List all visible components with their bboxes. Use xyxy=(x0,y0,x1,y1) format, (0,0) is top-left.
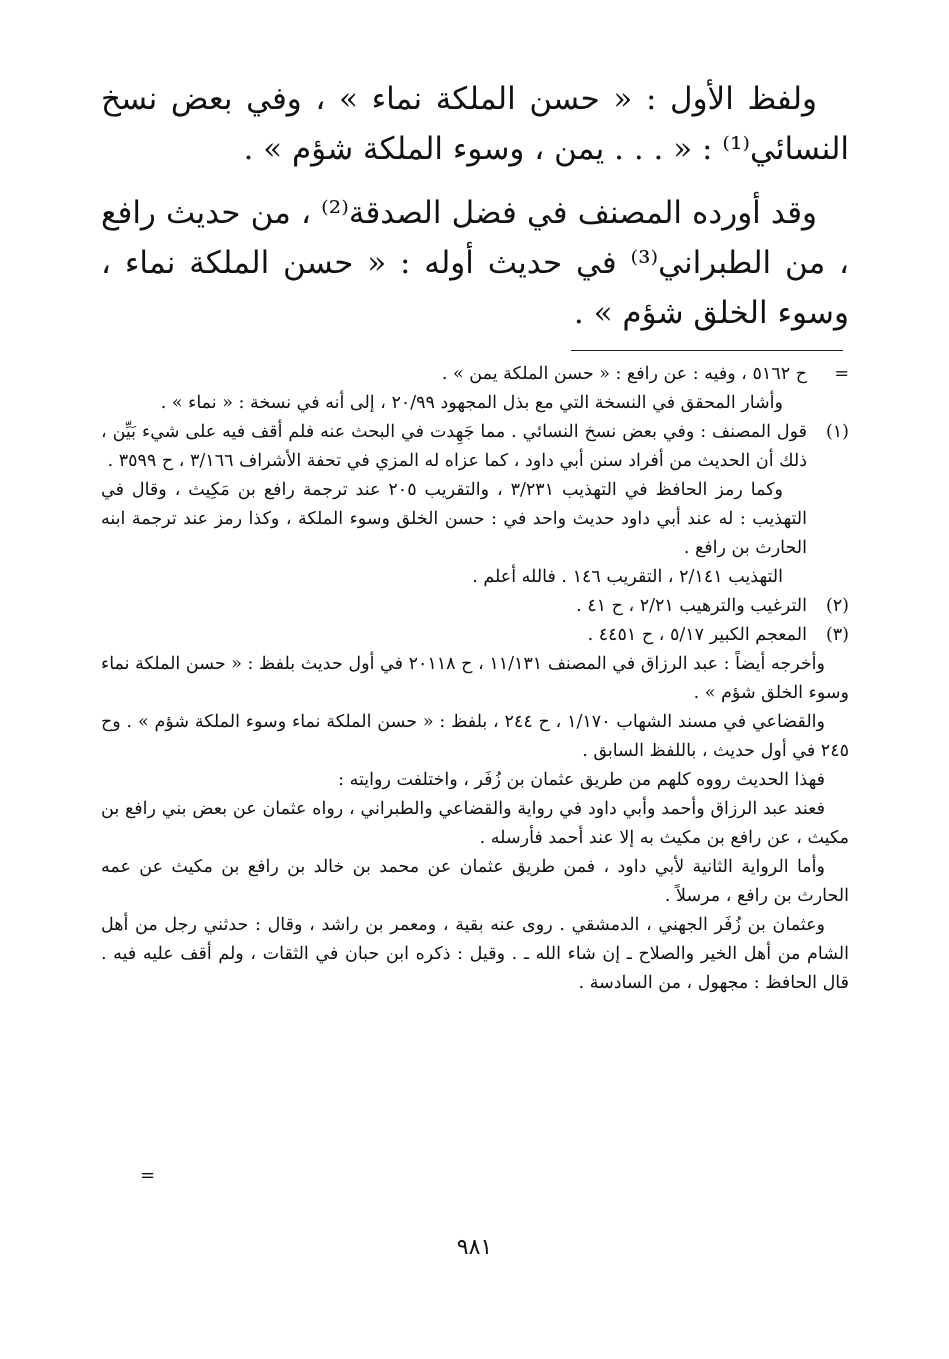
footnote-1-number: (١) xyxy=(825,422,849,442)
continuation-line-2: وأشار المحقق في النسخة التي مع بذل المجهود ٢٠/٩٩ ، إلى أنه في نسخة : « نماء » . xyxy=(160,393,783,413)
footnote-3-text: المعجم الكبير ٥/١٧ ، ح ٤٤٥١ . xyxy=(587,625,807,645)
footnote-3-number: (٣) xyxy=(825,625,849,645)
footnote-3-para-f: وعثمان بن زُفَر الجهني ، الدمشقي . روى عنه بقية ، ومعمر بن راشد ، وقال : حدثني رجل من أهل الشام من أهل الخير والصلاح ـ إن شاء الله ـ . وقيل : ذكره ابن حبان في الثقات ، ولم أقف عليه فيه . قال الحافظ : مجهول ، من السادسة . xyxy=(101,915,849,993)
main-text xyxy=(101,74,849,338)
footnote-3-para-c: فهذا الحديث رووه كلهم من طريق عثمان بن زُفَر ، واختلفت روايته : xyxy=(338,770,825,790)
footnote-2 xyxy=(101,592,849,621)
footnote-3-para-a: وأخرجه أيضاً : عبد الرزاق في المصنف ١١/١٣١ ، ح ٢٠١١٨ في أول حديث بلفظ : « حسن الملكة نماء وسوء الخلق شؤم » . xyxy=(101,654,849,703)
continuation-line-1: ح ٥١٦٢ ، وفيه : عن رافع : « حسن الملكة يمن » . xyxy=(441,364,807,384)
footnote-3-para-e: وأما الرواية الثانية لأبي داود ، فمن طريق عثمان عن محمد بن خالد بن رافع بن مكيث عن عمه الحارث بن رافع ، مرسلاً . xyxy=(101,857,849,906)
main-paragraph-2: وقد أورده المصنف في فضل الصدقة⁽²⁾ ، من حديث رافع ، من الطبراني⁽³⁾ في حديث أوله : « حسن الملكة نماء ، وسوء الخلق شؤم » . xyxy=(101,195,849,331)
page-number: ٩٨١ xyxy=(456,1235,493,1260)
continued-marker: = xyxy=(140,1165,156,1186)
continuation-marker: = xyxy=(834,364,849,384)
footnote-separator xyxy=(571,350,843,351)
footnote-2-number: (٢) xyxy=(825,596,849,616)
footnote-3-para-b: والقضاعي في مسند الشهاب ١/١٧٠ ، ح ٢٤٤ ، بلفظ : « حسن الملكة نماء وسوء الملكة شؤم » . وح ٢٤٥ في أول حديث ، باللفظ السابق . xyxy=(101,712,849,761)
footnote-continuation xyxy=(101,360,849,418)
footnote-2-text: الترغيب والترهيب ٢/٢١ ، ح ٤١ . xyxy=(576,596,807,616)
footnotes xyxy=(101,360,849,998)
footnote-1-text: قول المصنف : وفي بعض نسخ النسائي . مما جَهِدت في البحث عنه فلم أقف فيه على شيء بَيِّن ، ذلك أن الحديث من أفراد سنن أبي داود ، كما عزاه له المزي في تحفة الأشراف ٣/١٦٦ ، ح ٣٥٩٩ . xyxy=(101,422,807,471)
footnote-3-para-d: فعند عبد الرزاق وأحمد وأبي داود في رواية والقضاعي والطبراني ، رواه عثمان عن بعض بني رافع بن مكيث ، عن رافع بن مكيث به إلا عند أحمد فأرسله . xyxy=(101,799,849,848)
footnote-1 xyxy=(101,418,849,592)
main-paragraph-1: ولفظ الأول : « حسن الملكة نماء » ، وفي بعض نسخ النسائي⁽¹⁾ : « . . . يمن ، وسوء الملكة شؤم » . xyxy=(101,81,849,167)
footnote-1-text-2: وكما رمز الحافظ في التهذيب ٣/٢٣١ ، والتقريب ٢٠٥ عند ترجمة رافع بن مَكِيث ، وقال في التهذيب : له عند أبي داود حديث واحد في : حسن الخلق وسوء الملكة ، وكذا رمز عند ترجمة ابنه الحارث بن رافع . xyxy=(101,480,807,558)
footnote-3 xyxy=(101,621,849,650)
footnote-1-text-3: التهذيب ٢/١٤١ ، التقريب ١٤٦ . فالله أعلم . xyxy=(472,567,783,587)
